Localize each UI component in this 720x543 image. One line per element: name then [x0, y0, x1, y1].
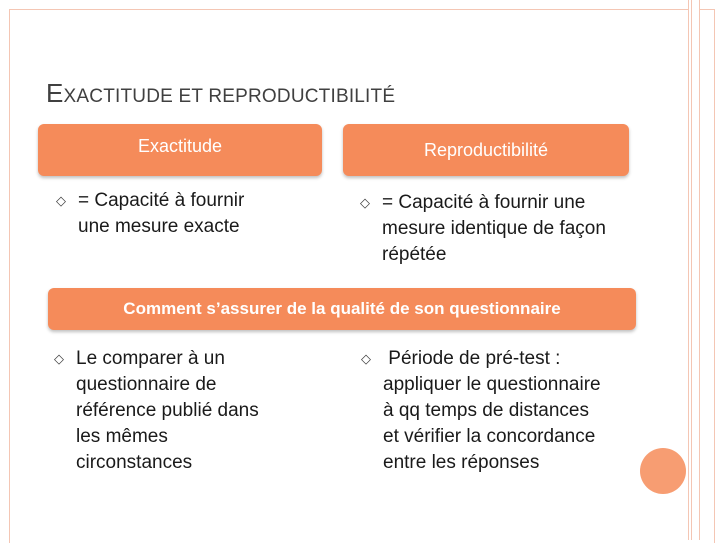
compare-reference-bullet: ◇ Le comparer à un questionnaire de référence publié dans les mêmes circonstances	[54, 348, 259, 473]
reproductibilite-header	[343, 124, 629, 176]
hollow-diamond-bullet-icon: ◇	[54, 351, 64, 366]
exactitude-definition: ◇ = Capacité à fournir une mesure exacte	[56, 190, 245, 237]
reproductibilite-definition: ◇ = Capacité à fournir une mesure identique de façon répétée	[360, 192, 606, 265]
question-banner-text: Comment s’assurer de la qualité de son questionnaire	[123, 299, 561, 318]
pretest-bullet: ◇ Période de pré-test : appliquer le questionnaire à qq temps de distances et vérifier la concordance entre les réponses	[361, 348, 601, 473]
exactitude-label: Exactitude	[137, 135, 223, 156]
slide-side-bar	[688, 0, 700, 540]
hollow-diamond-bullet-icon: ◇	[56, 193, 66, 208]
hollow-diamond-bullet-icon: ◇	[360, 195, 370, 210]
reproductibilite-label: Reproductibilité	[423, 139, 549, 160]
slide-title: EXACTITUDE ET REPRODUCTIBILITÉ	[46, 78, 396, 108]
hollow-diamond-bullet-icon: ◇	[361, 351, 371, 366]
exactitude-header	[38, 124, 322, 176]
question-banner	[48, 288, 636, 330]
